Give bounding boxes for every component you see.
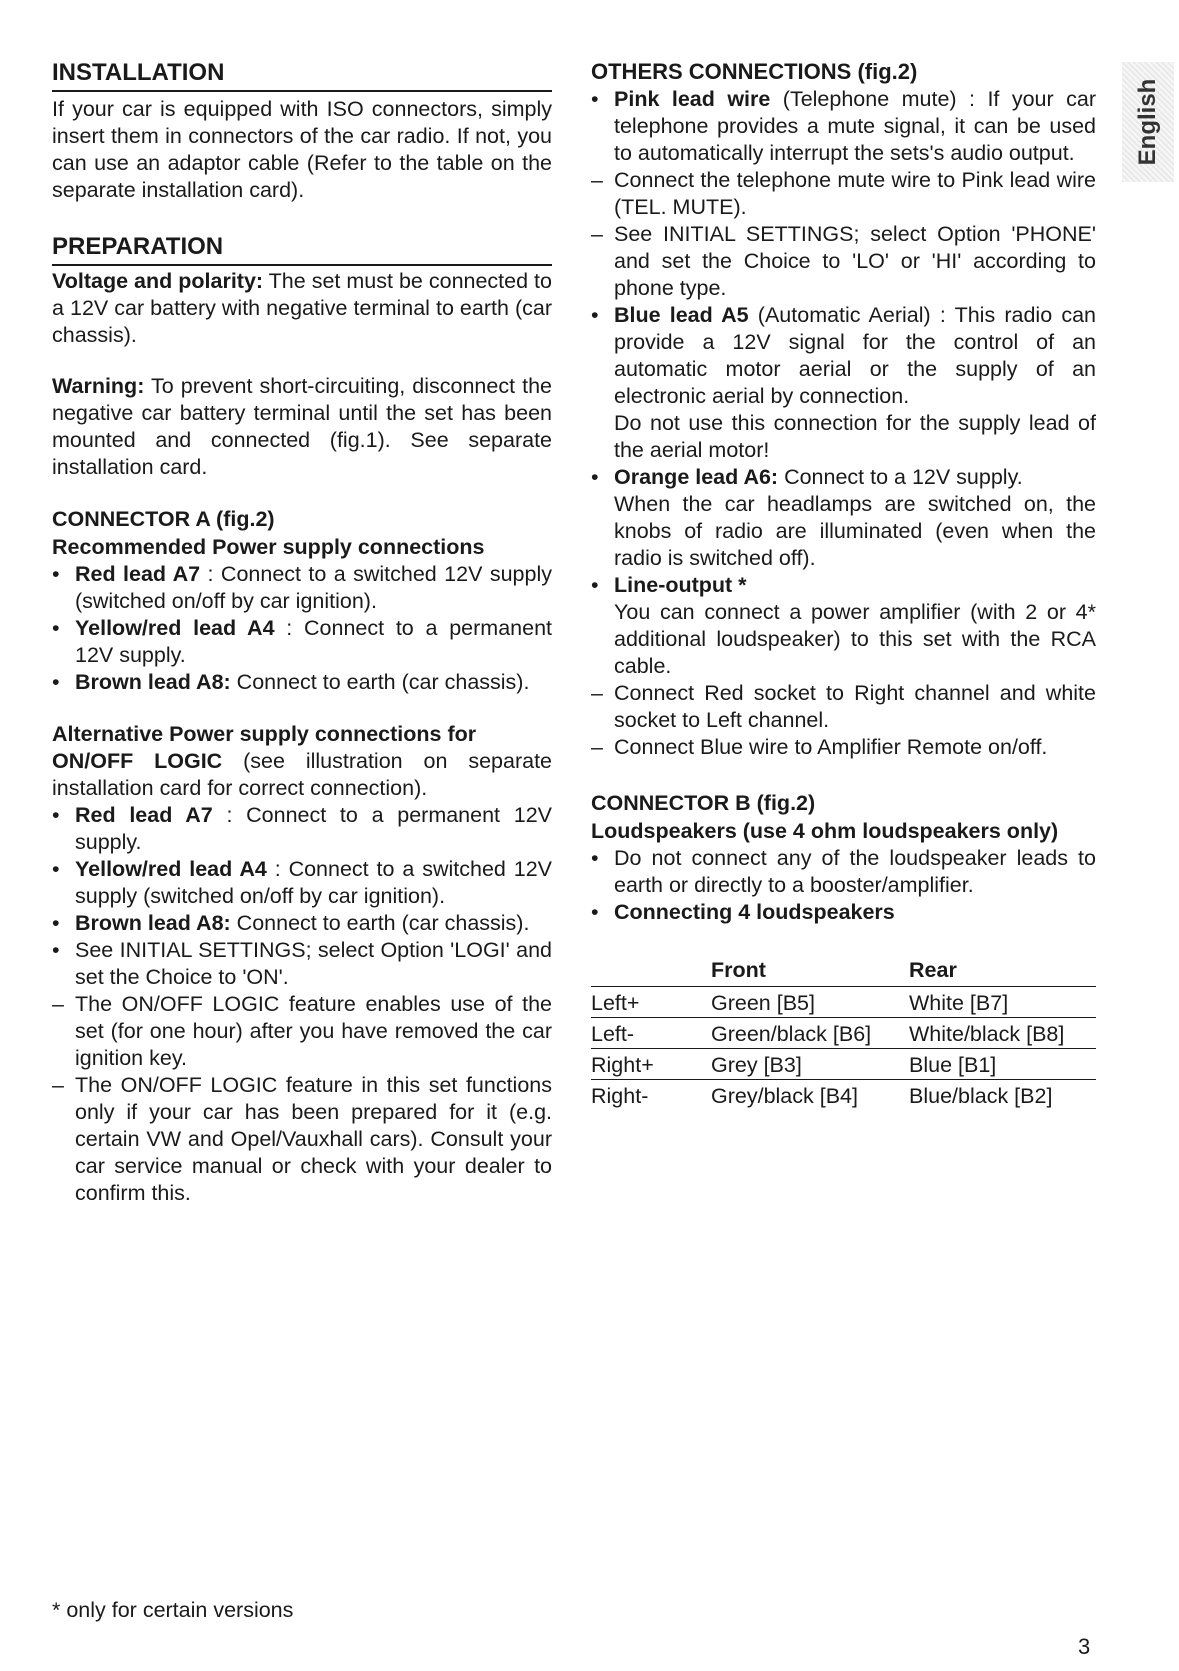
list-item: • Line-output * You can connect a power amplifier (with 2 or 4* additional loudspeaker) to this set with the RCA cable. [591,573,1096,678]
table-cell: Grey/black [B4] [711,1080,909,1111]
list-item: • Brown lead A8: Connect to earth (car chassis). [52,911,530,935]
list-item: • Yellow/red lead A4 : Connect to a switched 12V supply (switched on/off by car ignition). [52,857,552,908]
table-cell: Left- [591,1018,711,1049]
logic-label: ON/OFF LOGIC [52,749,223,773]
table-header: Front [711,958,766,982]
table-header [591,956,711,987]
others-heading: OTHERS CONNECTIONS (fig.2) [591,59,918,84]
table-cell: White [B7] [909,987,1096,1018]
loudspeaker-table [591,956,1096,1110]
alternative-heading: Alternative Power supply connections for [52,722,477,746]
list-item: • Connecting 4 loudspeakers [591,900,895,924]
list-item: • Red lead A7 : Connect to a permanent 12V supply. [52,803,552,854]
table-cell: Right- [591,1080,711,1111]
connector-b-heading: CONNECTOR B (fig.2) [591,791,816,815]
table-row [591,987,1096,1018]
table-cell: Right+ [591,1049,711,1080]
language-tab [1122,62,1174,182]
others-list [591,86,1096,761]
table-header: Rear [909,958,957,982]
table-cell: Left+ [591,987,711,1018]
language-label: English [1134,78,1161,166]
list-item: – The ON/OFF LOGIC feature in this set functions only if your car has been prepared for it (e.g. certain VW and Opel/Vauxhall cars). Consult your car service manual or check with your dealer to confirm this. [52,1073,552,1205]
installation-heading: INSTALLATION [52,58,552,92]
connector-a-heading: CONNECTOR A (fig.2) [52,507,275,531]
connector-b-list [591,845,1096,926]
warning-text: To prevent short-circuiting, disconnect the negative car battery terminal until the set has been mounted and connected (fig.1). See separate installation card. [52,374,552,479]
table-row [591,1049,1096,1080]
list-item: – Connect Red socket to Right channel and white socket to Left channel. [591,681,1096,732]
recommended-heading: Recommended Power supply connections [52,535,485,559]
alternative-list [52,802,552,1207]
footnote: * only for certain versions [52,1598,294,1622]
list-item: • Orange lead A6: Connect to a 12V supply. When the car headlamps are switched on, the knobs of radio are illuminated (even when the radio is switched off). [591,465,1096,570]
right-column [591,58,1096,1110]
list-item: • Brown lead A8: Connect to earth (car chassis). [52,670,530,694]
alternative-logic-paragraph: ON/OFF LOGIC (see illustration on separate installation card for correct connection). [52,749,552,800]
table-cell: Blue/black [B2] [909,1080,1096,1111]
list-item: – Connect Blue wire to Amplifier Remote on/off. [591,735,1048,759]
list-item: – The ON/OFF LOGIC feature enables use of the set (for one hour) after you have removed the car ignition key. [52,992,552,1070]
voltage-paragraph [52,268,552,349]
loudspeakers-heading: Loudspeakers (use 4 ohm loudspeakers only) [591,819,1059,843]
list-item: • See INITIAL SETTINGS; select Option 'LOGI' and set the Choice to 'ON'. [52,938,552,989]
installation-text: If your car is equipped with ISO connectors, simply insert them in connectors of the car radio. If not, you can use an adaptor cable (Refer to the table on the separate installation card). [52,97,552,202]
table-cell: Blue [B1] [909,1049,1096,1080]
left-column [52,58,552,1207]
list-item: • Pink lead wire (Telephone mute) : If your car telephone provides a mute signal, it can be used to automatically interrupt the sets's audio output. [591,87,1096,165]
list-item: • Red lead A7 : Connect to a switched 12V supply (switched on/off by car ignition). [52,562,552,613]
warning-paragraph [52,373,552,481]
table-row [591,1018,1096,1049]
table-header-row [591,956,1096,987]
list-item: • Blue lead A5 (Automatic Aerial) : This radio can provide a 12V signal for the control of an automatic motor aerial or the supply of an electronic aerial by connection. Do not use this connection for the supply lead of the aerial motor! [591,303,1096,462]
voltage-text: The set must be connected to a 12V car battery with negative terminal to earth (car chassis). [52,269,552,347]
page-number: 3 [1078,1634,1091,1659]
recommended-list [52,561,552,696]
list-item: • Do not connect any of the loudspeaker leads to earth or directly to a booster/amplifier. [591,846,1096,897]
list-item: • Yellow/red lead A4 : Connect to a permanent 12V supply. [52,616,553,667]
table-cell: Grey [B3] [711,1049,909,1080]
list-item: – See INITIAL SETTINGS; select Option 'PHONE' and set the Choice to 'LO' or 'HI' according to phone type. [591,222,1096,300]
list-item: – Connect the telephone mute wire to Pink lead wire (TEL. MUTE). [591,168,1096,219]
warning-label: Warning: [52,374,145,398]
preparation-heading: PREPARATION [52,232,552,266]
voltage-label: Voltage and polarity: [52,269,264,293]
table-row [591,1080,1096,1111]
table-cell: Green [B5] [711,987,909,1018]
table-cell: White/black [B8] [909,1018,1096,1049]
table-cell: Green/black [B6] [711,1018,909,1049]
